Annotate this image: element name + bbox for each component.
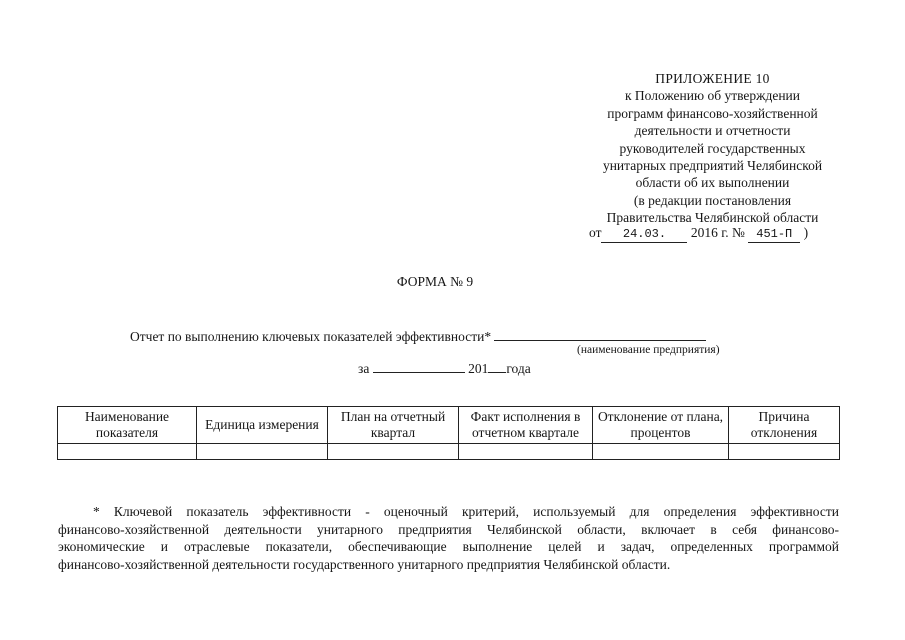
table-cell[interactable] [593, 444, 729, 460]
date-prefix: от [589, 225, 602, 240]
period-line [358, 357, 531, 377]
footnote [58, 503, 839, 574]
closing-paren: ) [803, 225, 809, 240]
form-title: ФОРМА № 9 [396, 274, 474, 289]
decree-date-line [589, 225, 808, 243]
appendix-line: Правительства Челябинской области [606, 210, 819, 226]
footnote-line: экономические и отраслевые показатели, обеспечивающие выполнение целей и задач, определенных программой [58, 539, 839, 555]
footnote-line: финансово-хозяйственной деятельности унитарного предприятия Челябинской области, включает в себя финансово- [58, 521, 839, 537]
report-line [130, 325, 706, 345]
decree-number: 451-П [748, 227, 800, 243]
table-cell[interactable] [58, 444, 197, 460]
report-label: Отчет по выполнению ключевых показателей эффективности* [130, 329, 492, 344]
decree-date: 24.03. [601, 227, 687, 243]
table-cell[interactable] [328, 444, 459, 460]
table-header-row [58, 407, 840, 444]
table-cell[interactable] [197, 444, 328, 460]
period-year-field[interactable] [488, 357, 506, 373]
period-suffix: года [506, 361, 531, 376]
header-unit: Единица измерения [197, 407, 328, 444]
appendix-line: к Положению об утверждении [625, 88, 800, 104]
header-indicator-name: Наименование показателя [58, 407, 197, 444]
period-quarter-field[interactable] [373, 357, 465, 373]
header-reason: Причина отклонения [729, 407, 840, 444]
table-row [58, 444, 840, 460]
appendix-line: программ финансово-хозяйственной [607, 105, 818, 121]
appendix-line: унитарных предприятий Челябинской [602, 158, 823, 174]
header-deviation: Отклонение от плана, процентов [593, 407, 729, 444]
enterprise-name-field[interactable] [494, 325, 706, 341]
table-cell[interactable] [459, 444, 593, 460]
appendix-line: деятельности и отчетности [634, 123, 791, 139]
table-cell[interactable] [729, 444, 840, 460]
appendix-line: (в редакции постановления [633, 192, 792, 208]
period-prefix: за [358, 361, 370, 376]
appendix-line: области об их выполнении [635, 175, 790, 191]
kpi-table [57, 406, 840, 460]
year-number-label: 2016 г. № [690, 225, 745, 240]
appendix-header [585, 70, 840, 227]
appendix-line: руководителей государственных [619, 140, 806, 156]
footnote-line: * Ключевой показатель эффективности - оценочный критерий, используемый для определения эффективности [93, 504, 839, 519]
enterprise-name-caption: (наименование предприятия) [577, 344, 720, 356]
period-year: 201 [468, 361, 489, 376]
footnote-line: финансово-хозяйственной деятельности государственного унитарного предприятия Челябинской области. [58, 557, 671, 573]
appendix-title: ПРИЛОЖЕНИЕ 10 [655, 71, 770, 86]
header-fact: Факт исполнения в отчетном квартале [459, 407, 593, 444]
header-plan: План на отчетный квартал [328, 407, 459, 444]
